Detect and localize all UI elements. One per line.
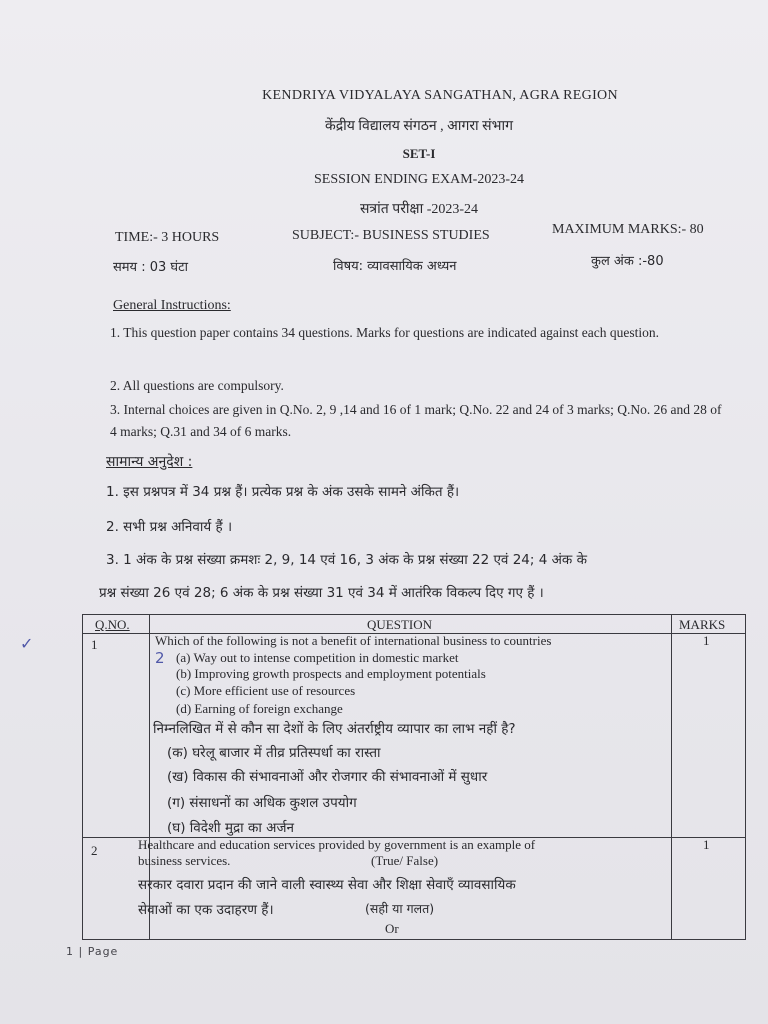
- q1-option-a: (a) Way out to intense competition in domestic market: [176, 650, 459, 665]
- instruction-3: 3. Internal choices are given in Q.No. 2, 9 ,14 and 16 of 1 mark; Q.No. 22 and 24 of 3 marks; Q.No. 26 and 28 of 4 marks; Q.31 and 34 of 6 marks.: [110, 402, 722, 439]
- q2-true-false: (True/ False): [371, 853, 439, 868]
- hindi-instruction-2: 2. सभी प्रश्न अनिवार्य हैं ।: [106, 519, 233, 535]
- max-marks-en: MAXIMUM MARKS:- 80: [552, 222, 704, 237]
- q2-question-hi-line2: सेवाओं का एक उदाहरण हैं।: [138, 902, 274, 918]
- q2-true-false-hi: (सही या गलत): [365, 901, 435, 916]
- time-hi: समय : 03 घंटा: [113, 260, 189, 275]
- q2-number: 2: [91, 843, 98, 858]
- q2-question-hi-line1: सरकार दवारा प्रदान की जाने वाली स्वास्थ्य सेवा और शिक्षा सेवाएँ व्यावसायिक: [138, 877, 516, 893]
- q2-question-line2: business services.: [138, 853, 231, 868]
- q1-option-gha: (घ) विदेशी मुद्रा का अर्जन: [167, 820, 294, 836]
- q1-option-b: (b) Improving growth prospects and employment potentials: [176, 666, 486, 681]
- header-question: QUESTION: [367, 617, 432, 632]
- q1-option-ka: (क) घरेलू बाजार में तीव्र प्रतिस्पर्धा का रास्ता: [167, 745, 381, 761]
- general-instructions-title: General Instructions:: [113, 298, 231, 313]
- exam-title-en: SESSION ENDING EXAM-2023-24: [314, 172, 524, 187]
- q1-option-kha: (ख) विकास की संभावनाओं और रोजगार की संभावनाओं में सुधार: [167, 769, 488, 785]
- organization-title-hi: केंद्रीय विद्यालय संगठन , आगरा संभाग: [324, 119, 513, 134]
- q2-question-line1: Healthcare and education services provided by government is an example of: [138, 837, 536, 852]
- q2-or: Or: [385, 921, 399, 936]
- hindi-instruction-1: 1. इस प्रश्नपत्र में 34 प्रश्न हैं। प्रत्येक प्रश्न के अंक उसके सामने अंकित हैं।: [106, 484, 460, 500]
- organization-title-en: KENDRIYA VIDYALAYA SANGATHAN, AGRA REGION: [262, 88, 618, 103]
- header-qno: Q.NO.: [95, 617, 130, 632]
- q1-number: 1: [91, 637, 98, 652]
- pencil-tick-mark: ✓: [20, 634, 34, 653]
- column-divider: [671, 615, 672, 939]
- subject-hi: विषय: व्यावसायिक अध्यन: [333, 259, 457, 274]
- hindi-instructions-title: सामान्य अनुदेश :: [106, 454, 193, 470]
- q1-question-hi: निम्नलिखित में से कौन सा देशों के लिए अंतर्राष्ट्रीय व्यापार का लाभ नहीं है?: [153, 721, 516, 737]
- instruction-1: 1. This question paper contains 34 questions. Marks for questions are indicated against each question.: [110, 325, 660, 340]
- hindi-instruction-3-cont: प्रश्न संख्या 26 एवं 28; 6 अंक के प्रश्न संख्या 31 एवं 34 में आतंरिक विकल्प दिए गए हैं ।: [99, 585, 544, 601]
- subject-en: SUBJECT:- BUSINESS STUDIES: [292, 228, 490, 243]
- hindi-instruction-3: 3. 1 अंक के प्रश्न संख्या क्रमशः 2, 9, 14 एवं 16, 3 अंक के प्रश्न संख्या 22 एवं 24; 4 अंक के: [106, 552, 587, 568]
- q1-option-c: (c) More efficient use of resources: [176, 683, 356, 698]
- time-en: TIME:- 3 HOURS: [115, 230, 220, 245]
- q1-marks: 1: [703, 633, 710, 648]
- set-label: SET-I: [402, 146, 436, 161]
- exam-title-hi: सत्रांत परीक्षा -2023-24: [359, 202, 479, 217]
- page-number: 1 | Page: [66, 945, 119, 958]
- max-marks-hi: कुल अंक :-80: [591, 254, 664, 269]
- q2-marks: 1: [703, 837, 710, 852]
- q1-option-ga: (ग) संसाधनों का अधिक कुशल उपयोग: [167, 795, 357, 811]
- q1-question: Which of the following is not a benefit of international business to countries: [155, 633, 552, 648]
- header-marks: MARKS: [679, 617, 726, 632]
- pencil-answer-mark: 2: [155, 649, 165, 667]
- q1-option-d: (d) Earning of foreign exchange: [176, 701, 343, 716]
- instruction-2: 2. All questions are compulsory.: [110, 378, 284, 393]
- question-table: [82, 614, 746, 940]
